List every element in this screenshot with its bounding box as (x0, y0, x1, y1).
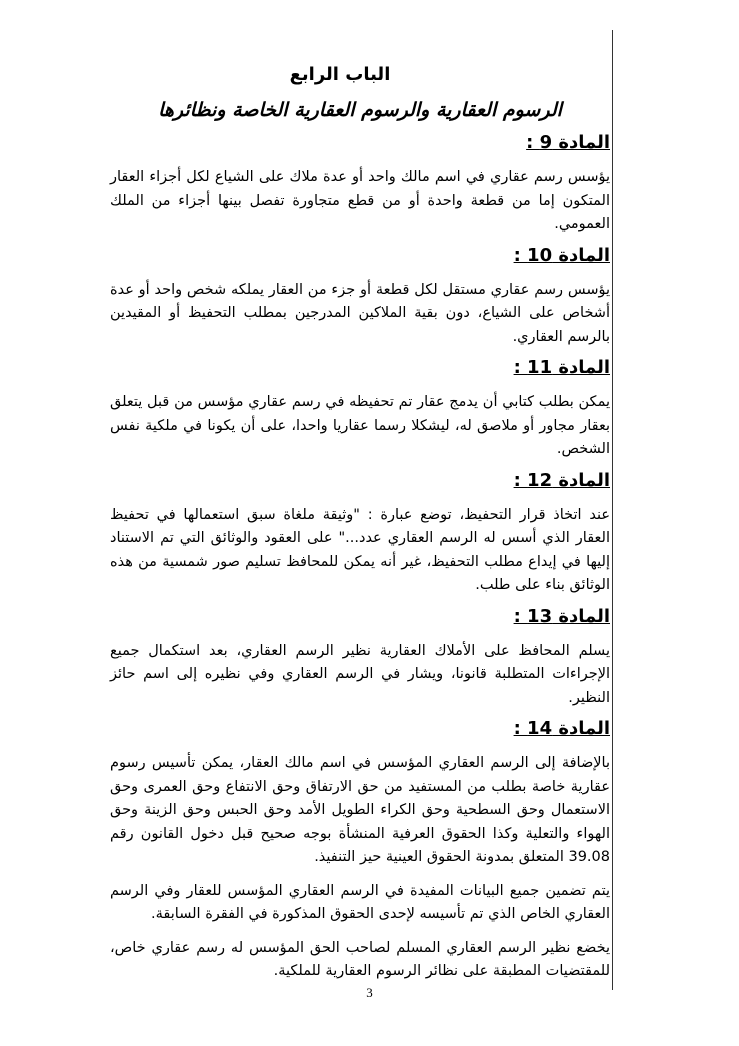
page-number: 3 (366, 985, 373, 1000)
article-paragraph: يمكن بطلب كتابي أن يدمج عقار تم تحفيظه في رسم عقاري مؤسس من قبل يتعلق بعقار مجاور أو ملاصق له، ليشكلا رسما عقاريا واحدا، على أن يكونا في ملكية نفس الشخص. (110, 394, 610, 457)
article-14 (110, 716, 610, 984)
article-heading: المادة 9 : (526, 132, 610, 153)
article-11 (110, 355, 610, 462)
article-heading: المادة 14 : (513, 718, 610, 739)
chapter-title: الباب الرابع (289, 64, 391, 85)
article-heading: المادة 11 : (513, 357, 610, 378)
article-paragraph: عند اتخاذ قرار التحفيظ، توضع عبارة : "وثيقة ملغاة سبق استعمالها في تحفيظ العقار الذي أسس له الرسم العقاري عدد..." على العقود والوثائق التي تم الاستناد إليها في إيداع مطلب التحفيظ، غير أنه يمكن للمحافظ تسليم صور شمسية من هذه الوثائق بناء على طلب. (110, 506, 610, 593)
article-heading: المادة 13 : (513, 605, 610, 627)
article-heading: المادة 12 : (513, 469, 610, 491)
article-12 (110, 468, 610, 598)
article-paragraph: يؤسس رسم عقاري في اسم مالك واحد أو عدة ملاك على الشياع لكل أجزاء العقار المتكون إما من قطعة واحدة أو من قطع متجاورة تفصل بينها أجزاء من الملك العمومي. (110, 169, 610, 232)
article-9 (110, 130, 610, 237)
article-paragraph: يؤسس رسم عقاري مستقل لكل قطعة أو جزء من العقار يملكه شخص واحد أو عدة أشخاص على الشياع، دون بقية الملاكين المدرجين بمطلب التحفيظ أو المقيدين بالرسم العقاري. (110, 281, 610, 345)
document-body (110, 62, 610, 990)
margin-rule (612, 30, 613, 990)
article-heading: المادة 10 : (513, 244, 610, 266)
article-paragraph: يسلم المحافظ على الأملاك العقارية نظير الرسم العقاري، بعد استكمال جميع الإجراءات المتطلبة قانونا، ويشار في الرسم العقاري وفي نظيره إلى اسم حائز النظير. (110, 642, 610, 706)
article-paragraph: يخضع نظير الرسم العقاري المسلم لصاحب الحق المؤسس له رسم عقاري خاص، للمقتضيات المطبقة على نظائر الرسوم العقارية للملكية. (110, 939, 610, 979)
article-paragraph: يتم تضمين جميع البيانات المفيدة في الرسم العقاري المؤسس للعقار وفي الرسم العقاري الخاص الذي تم تأسيسه لإحدى الحقوق المذكورة في الفقرة السابقة. (110, 882, 610, 922)
article-paragraph: بالإضافة إلى الرسم العقاري المؤسس في اسم مالك العقار، يمكن تأسيس رسوم عقارية خاصة بطلب من المستفيد من حق الارتفاق وحق الانتفاع وحق العمرى وحق الاستعمال وحق السطحية وحق الكراء الطويل الأمد وحق الحبس وحق الزينة وحق الهواء والتعلية وكذا الحقوق العرفية المنشأة بوجه صحيح قبل دخول القانون رقم 39.08 المتعلق بمدونة الحقوق العينية حيز التنفيذ. (110, 755, 610, 865)
chapter-subtitle: الرسوم العقارية والرسوم العقارية الخاصة ونظائرها (158, 99, 562, 121)
article-10 (110, 243, 610, 350)
article-13 (110, 604, 610, 711)
